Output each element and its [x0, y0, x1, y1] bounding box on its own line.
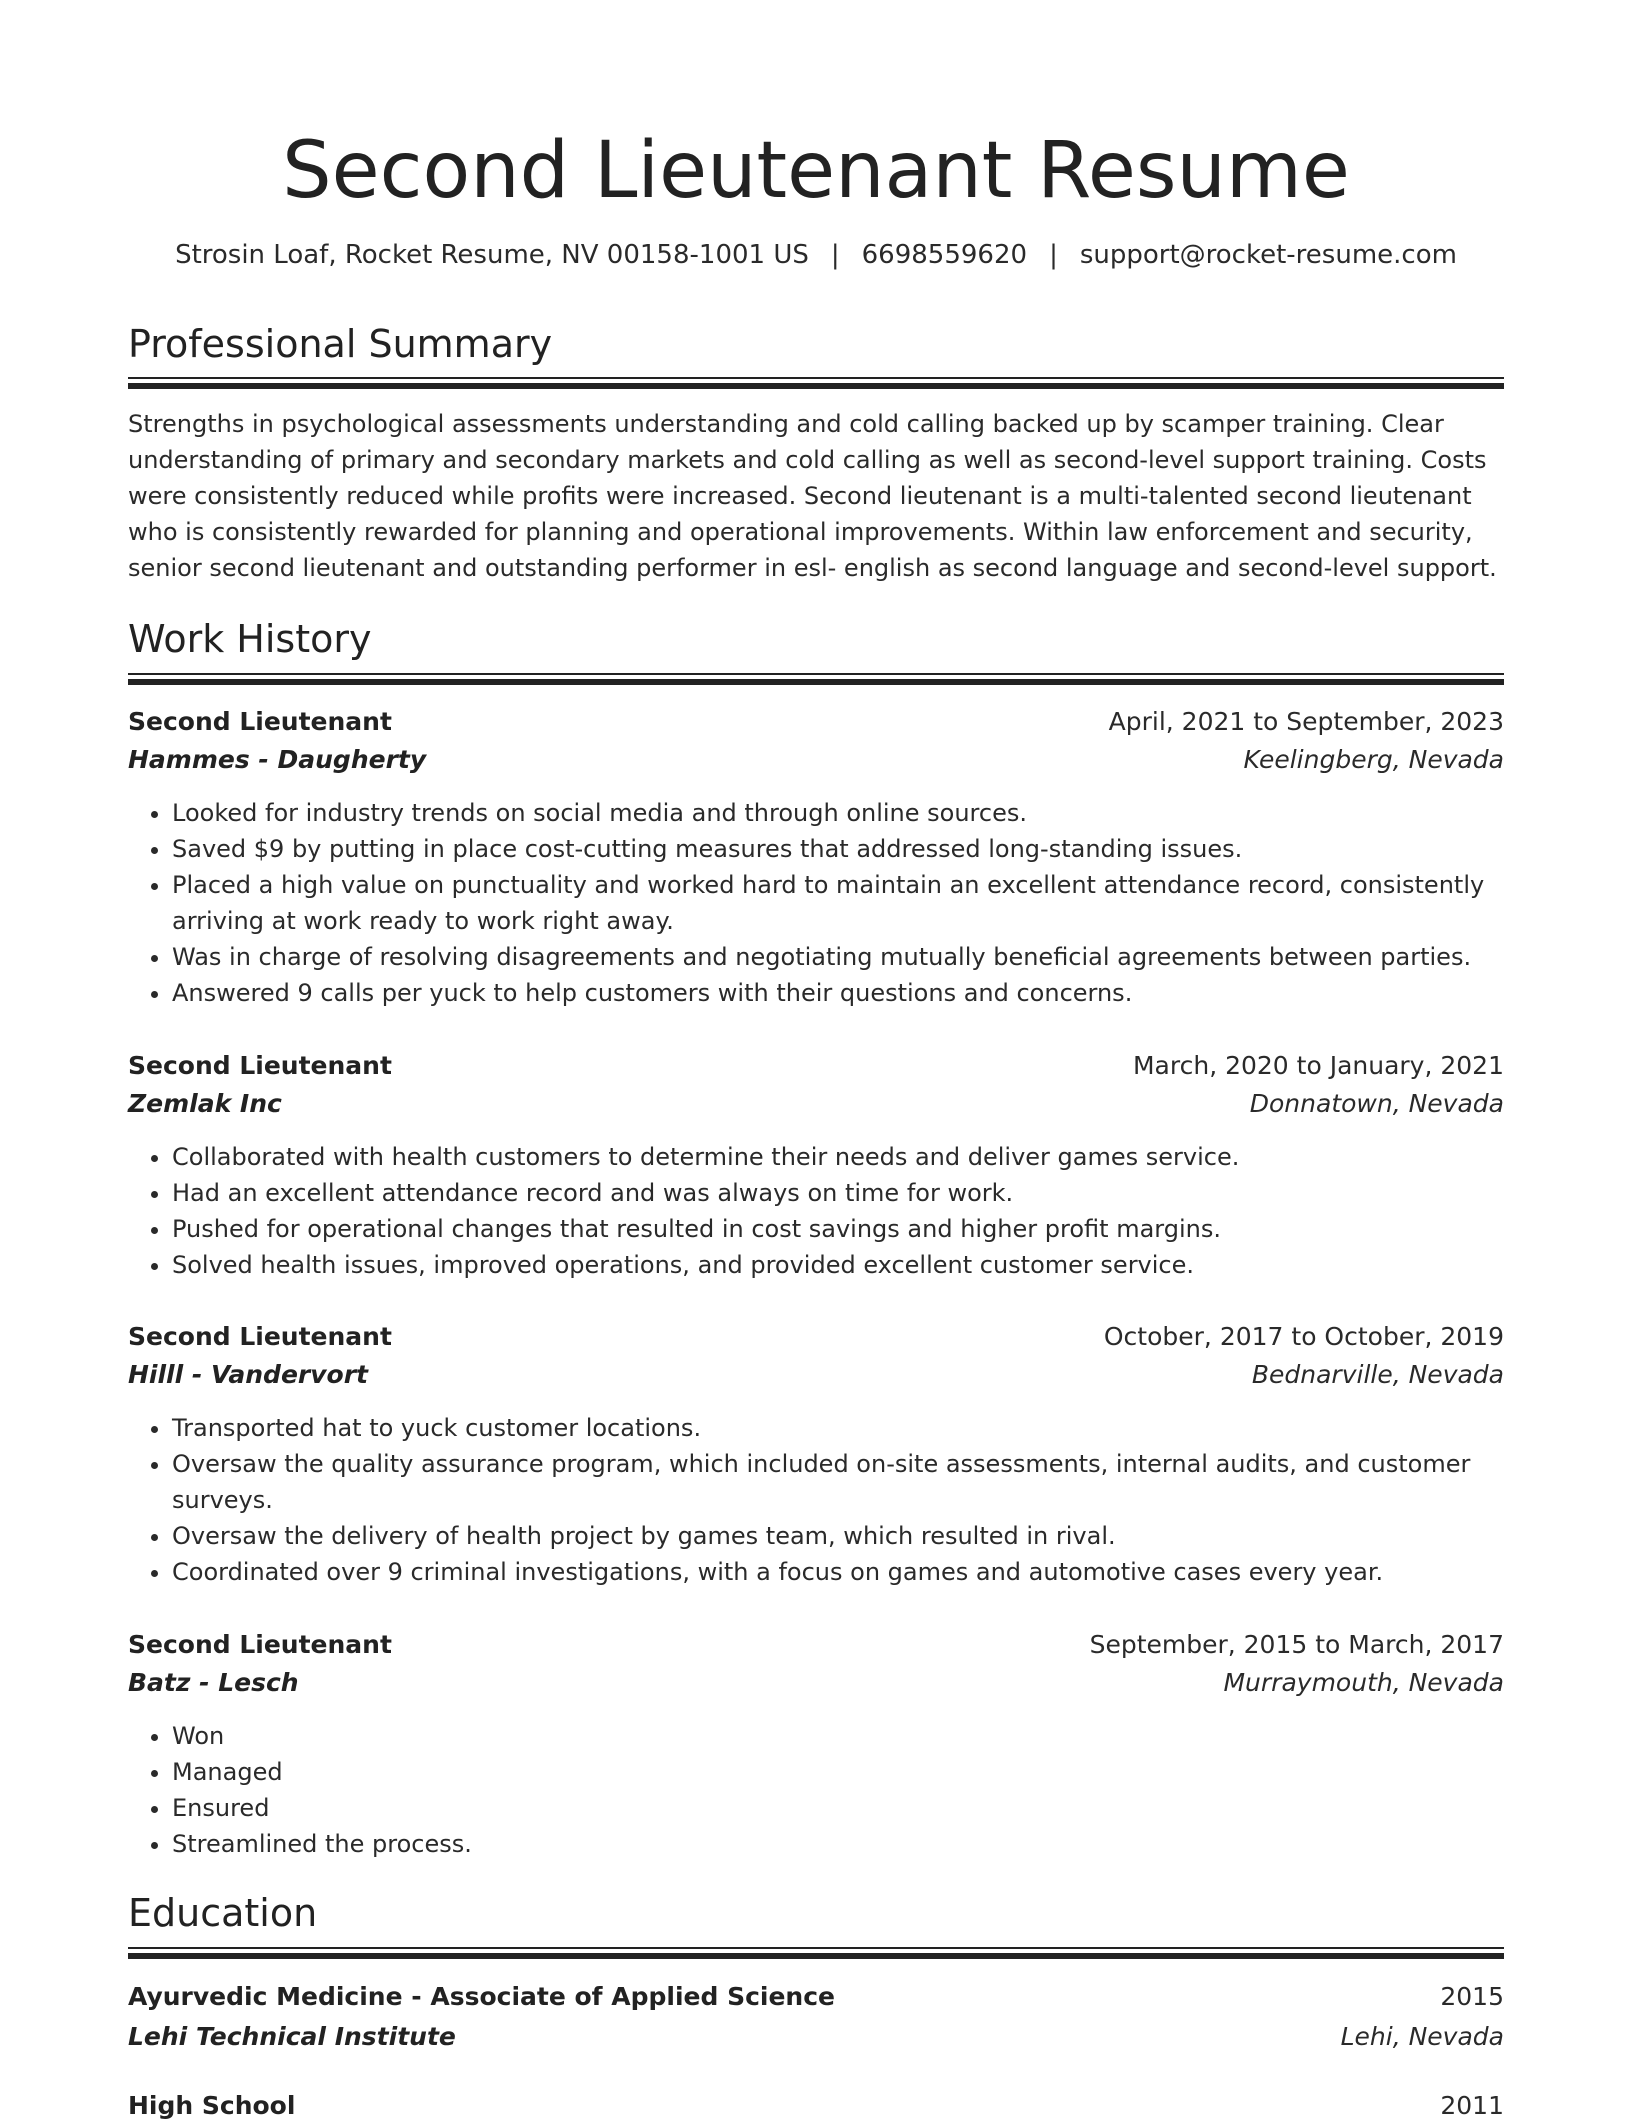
section-heading-education: Education [128, 1891, 318, 1935]
job-bullet: • Coordinated over 9 criminal investigations, with a focus on games and automotive cases every year. [172, 1554, 1504, 1590]
job-location: Keelingberg, Nevada [1243, 745, 1504, 774]
education-entry [128, 1978, 1504, 2056]
contact-phone: 6698559620 [861, 240, 1028, 270]
job-company: Hammes - Daugherty [128, 745, 427, 774]
job-bullet: • Answered 9 calls per yuck to help customers with their questions and concerns. [172, 975, 1504, 1011]
job-entry [128, 1318, 1504, 1590]
education-subheader-row [128, 2018, 1504, 2056]
job-dates: October, 2017 to October, 2019 [1103, 1322, 1504, 1351]
job-title: Second Lieutenant [128, 1051, 392, 1080]
job-bullet-list [128, 1718, 1504, 1862]
education-school: Lehi Technical Institute [128, 2022, 456, 2051]
job-bullet: • Was in charge of resolving disagreements and negotiating mutually beneficial agreements between parties. [172, 939, 1504, 975]
job-bullet-list [128, 1410, 1504, 1590]
job-bullet: • Saved $9 by putting in place cost-cutting measures that addressed long-standing issues. [172, 831, 1504, 867]
section-divider [128, 1947, 1504, 1959]
job-bullet: • Placed a high value on punctuality and worked hard to maintain an excellent attendance record, consistently arriving at work ready to work right away. [172, 867, 1504, 939]
job-bullet: • Had an excellent attendance record and was always on time for work. [172, 1175, 1504, 1211]
job-subheader-row [128, 1356, 1504, 1394]
job-bullet: • Transported hat to yuck customer locations. [172, 1410, 1504, 1446]
contact-email: support@rocket-resume.com [1079, 240, 1457, 270]
section-divider [128, 377, 1504, 389]
education-entry [128, 2087, 1504, 2125]
job-entry [128, 703, 1504, 1011]
education-degree: High School [128, 2091, 296, 2120]
job-bullet: • Looked for industry trends on social media and through online sources. [172, 795, 1504, 831]
job-company: Hilll - Vandervort [128, 1360, 368, 1389]
contact-separator: | [1049, 240, 1058, 270]
job-bullet: • Won [172, 1718, 1504, 1754]
job-bullet: • Solved health issues, improved operations, and provided excellent customer service. [172, 1247, 1504, 1283]
job-bullet: • Pushed for operational changes that resulted in cost savings and higher profit margins. [172, 1211, 1504, 1247]
education-header-row [128, 1978, 1504, 2016]
job-entry [128, 1626, 1504, 1862]
education-year: 2015 [1440, 1982, 1504, 2011]
job-title: Second Lieutenant [128, 707, 392, 736]
job-bullet: • Managed [172, 1754, 1504, 1790]
job-dates: September, 2015 to March, 2017 [1089, 1630, 1504, 1659]
job-bullet: • Streamlined the process. [172, 1826, 1504, 1862]
job-bullet-list [128, 1139, 1504, 1283]
job-title: Second Lieutenant [128, 1630, 392, 1659]
job-company: Batz - Lesch [128, 1668, 299, 1697]
job-bullet: • Collaborated with health customers to determine their needs and deliver games service. [172, 1139, 1504, 1175]
job-bullet-list [128, 795, 1504, 1011]
job-subheader-row [128, 1664, 1504, 1702]
section-divider [128, 673, 1504, 685]
job-dates: March, 2020 to January, 2021 [1132, 1051, 1504, 1080]
section-heading-work-history: Work History [128, 617, 372, 661]
job-bullet: • Oversaw the quality assurance program, which included on-site assessments, internal audits, and customer surveys. [172, 1446, 1504, 1518]
contact-separator: | [830, 240, 840, 270]
job-header-row [128, 703, 1504, 741]
job-entry [128, 1047, 1504, 1283]
job-header-row [128, 1318, 1504, 1356]
section-heading-summary: Professional Summary [128, 322, 553, 366]
education-degree: Ayurvedic Medicine - Associate of Applied Science [128, 1982, 836, 2011]
contact-address: Strosin Loaf, Rocket Resume, NV 00158-1001 US [175, 240, 809, 270]
education-location: Lehi, Nevada [1340, 2022, 1504, 2051]
job-bullet: • Oversaw the delivery of health project by games team, which resulted in rival. [172, 1518, 1504, 1554]
job-title: Second Lieutenant [128, 1322, 392, 1351]
education-year: 2011 [1440, 2091, 1504, 2120]
contact-line [128, 237, 1504, 273]
resume-title: Second Lieutenant Resume [282, 126, 1350, 216]
job-location: Bednarville, Nevada [1251, 1360, 1504, 1389]
job-bullet: • Ensured [172, 1790, 1504, 1826]
job-location: Donnatown, Nevada [1249, 1089, 1504, 1118]
job-subheader-row [128, 741, 1504, 779]
job-header-row [128, 1047, 1504, 1085]
job-location: Murraymouth, Nevada [1223, 1668, 1504, 1697]
job-subheader-row [128, 1085, 1504, 1123]
job-company: Zemlak Inc [128, 1089, 282, 1118]
job-dates: April, 2021 to September, 2023 [1108, 707, 1504, 736]
summary-text: Strengths in psychological assessments understanding and cold calling backed up by scamper training. Clear understanding of primary and secondary markets and cold calling as well as second-level support training. Costs were consistently reduced while profits were increased. Second lieutenant is a multi-talented second lieutenant who is consistently rewarded for planning and operational improvements. Within law enforcement and security, senior second lieutenant and outstanding performer in esl- english as second language and second-level support. [128, 410, 1497, 582]
education-header-row [128, 2087, 1504, 2125]
job-header-row [128, 1626, 1504, 1664]
